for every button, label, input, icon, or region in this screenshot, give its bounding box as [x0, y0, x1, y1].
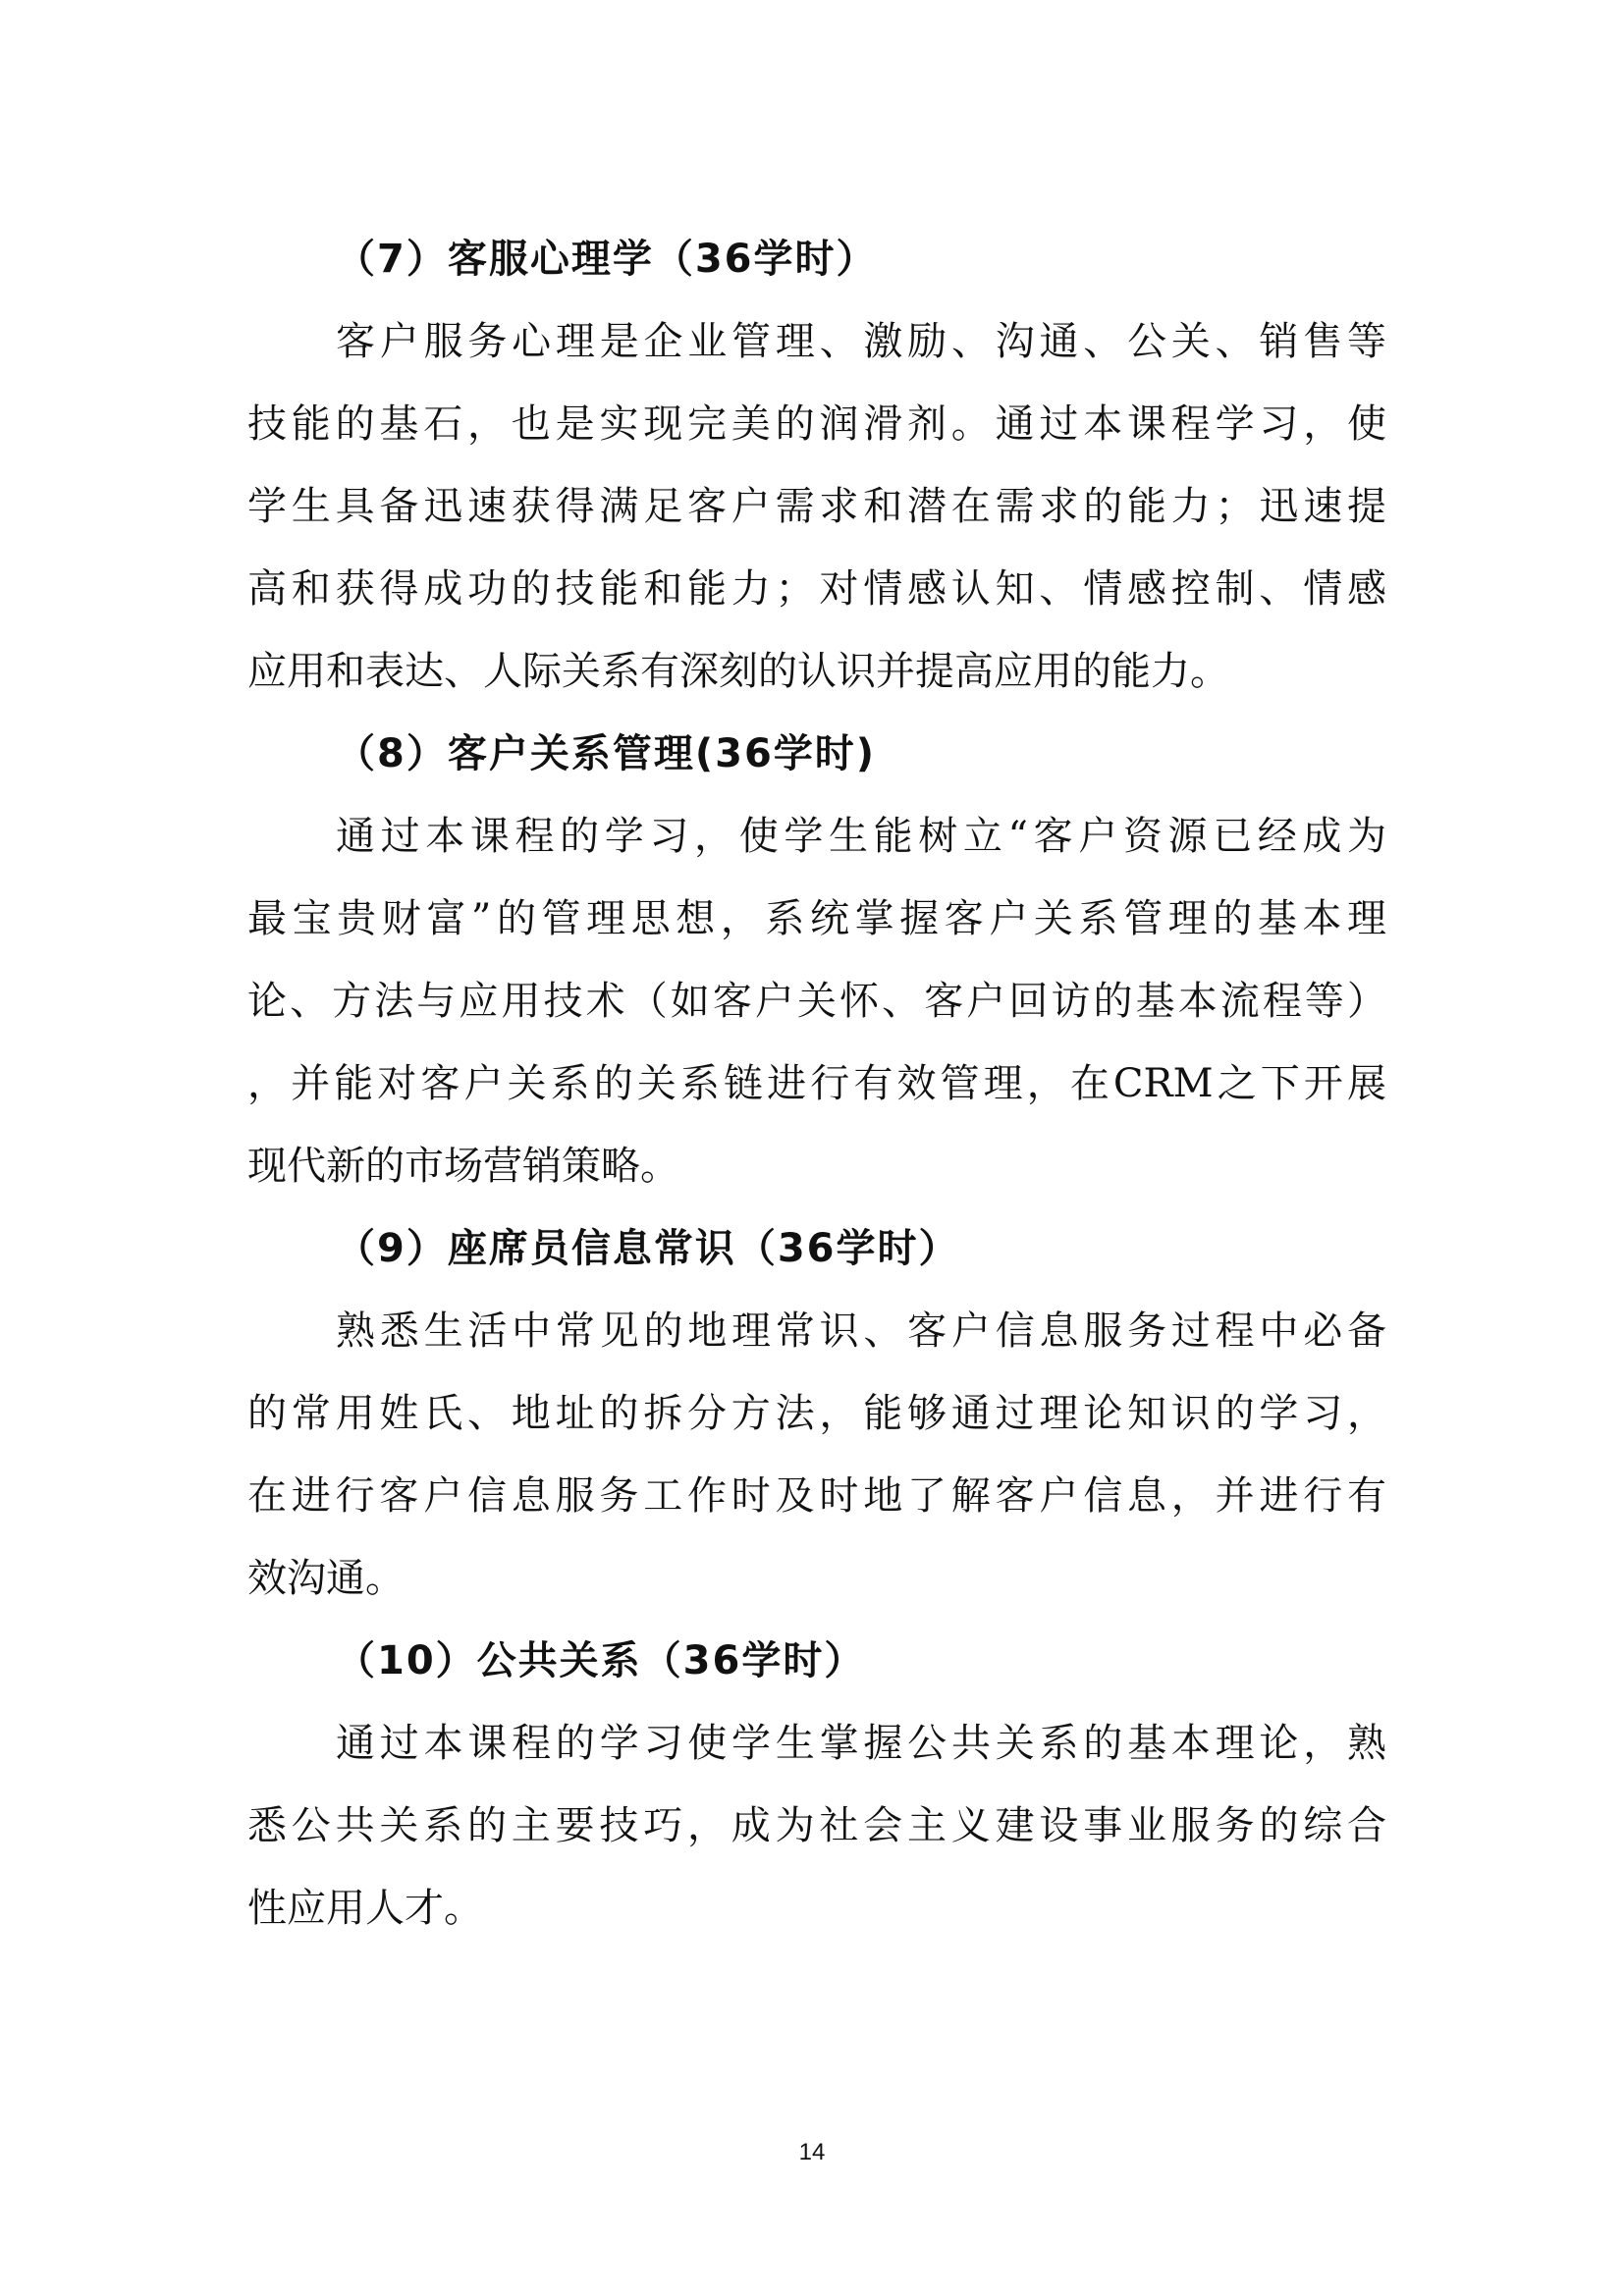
- section-paragraph-8: [247, 795, 1386, 1207]
- paragraph-line: 在进行客户信息服务工作时及时地了解客户信息，并进行有: [247, 1473, 1386, 1519]
- paragraph-line: 学生具备迅速获得满足客户需求和潜在需求的能力；迅速提: [247, 484, 1386, 529]
- section-heading-7: （7）客服心理学（36学时）: [336, 237, 878, 282]
- section-heading-8: （8）客户关系管理(36学时): [336, 731, 877, 776]
- paragraph-line: 论、方法与应用技术（如客户关怀、客户回访的基本流程等）: [247, 979, 1386, 1024]
- section-paragraph-10: [247, 1702, 1386, 1949]
- paragraph-line: 通过本课程的学习，使学生能树立“客户资源已经成为: [336, 814, 1386, 859]
- paragraph-line: 技能的基石，也是实现完美的润滑剂。通过本课程学习，使: [247, 401, 1386, 447]
- paragraph-line: 效沟通。: [247, 1556, 405, 1601]
- paragraph-line: 悉公共关系的主要技巧，成为社会主义建设事业服务的综合: [247, 1803, 1386, 1848]
- paragraph-line: 的常用姓氏、地址的拆分方法，能够通过理论知识的学习，: [247, 1391, 1386, 1436]
- paragraph-line: 熟悉生活中常见的地理常识、客户信息服务过程中必备: [336, 1308, 1386, 1354]
- paragraph-line: 性应用人才。: [247, 1886, 483, 1931]
- section-heading-9: （9）座席员信息常识（36学时）: [336, 1226, 960, 1271]
- section-paragraph-9: [247, 1290, 1386, 1620]
- paragraph-line: 高和获得成功的技能和能力；对情感认知、情感控制、情感: [247, 566, 1386, 612]
- paragraph-line: 应用和表达、人际关系有深刻的认识并提高应用的能力。: [247, 649, 1229, 694]
- page-body: [247, 218, 1386, 1949]
- page-number: 14: [798, 2139, 826, 2165]
- section-heading-10: （10）公共关系（36学时）: [336, 1638, 866, 1683]
- paragraph-line: ，并能对客户关系的关系链进行有效管理，在CRM之下开展: [247, 1061, 1386, 1106]
- paragraph-line: 现代新的市场营销策略。: [247, 1144, 679, 1189]
- section-paragraph-7: [247, 300, 1386, 713]
- paragraph-line: 最宝贵财富”的管理思想，系统掌握客户关系管理的基本理: [247, 896, 1386, 941]
- paragraph-line: 客户服务心理是企业管理、激励、沟通、公关、销售等: [336, 319, 1386, 364]
- paragraph-line: 通过本课程的学习使学生掌握公共关系的基本理论，熟: [336, 1721, 1386, 1766]
